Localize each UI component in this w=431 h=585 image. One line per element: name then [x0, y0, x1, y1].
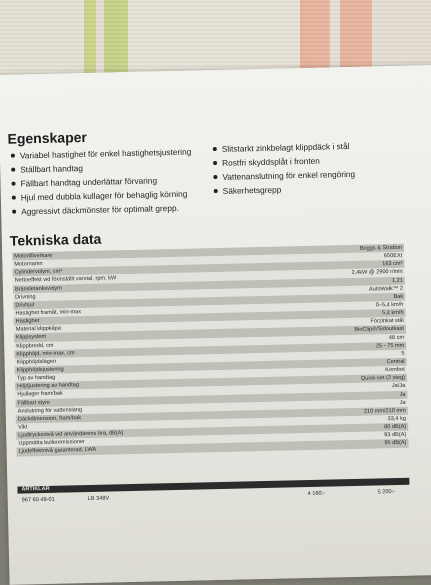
feature-item: Fällbart handtag underlättar förvaring [10, 173, 192, 191]
spec-value: Briggs & Stratton [273, 244, 405, 255]
feature-item: Säkerhetsgrepp [213, 181, 356, 198]
feature-item: Rostfri skyddsplåt i fronten [212, 153, 355, 170]
spec-value: 48 cm [275, 333, 407, 344]
spec-label: Nettoeffekt vid förinställt varvtal, rpm, kW [13, 271, 274, 285]
product-sheet [0, 65, 431, 585]
spec-value: AutoWalk™ 2 [273, 284, 405, 295]
artikel-price-a: 4 160:- [307, 490, 326, 498]
spec-value: 93 dB(A) [277, 431, 409, 442]
spec-label: Material klippkåpa [14, 320, 275, 334]
spec-value: 0–5,4 km/h [274, 301, 406, 312]
feature-item: Ställbart handtag [10, 159, 192, 177]
spec-value: 1,21 [273, 276, 405, 287]
spec-value: 2,4kW @ 2900 r/min [273, 268, 405, 279]
artikel-number: 967 60 49-01 [21, 496, 55, 504]
spec-label: Uppmätta bulleremissioner [16, 434, 277, 448]
spec-value: Ja/Ja [276, 382, 408, 393]
spec-value: 95 dB(A) [277, 439, 409, 450]
spec-value: 210 mm/210 mm [276, 407, 408, 418]
spec-label: Cylindervolym, cm³ [12, 263, 273, 277]
spec-label: Typ av handtag [15, 369, 276, 383]
spec-value: 650EXI [273, 252, 405, 263]
spec-label: Fällbart styre [15, 393, 276, 407]
artikel-header: ARTIKLAR [17, 478, 409, 494]
features-title: Egenskaper [7, 128, 88, 147]
feature-item: Variabel hastighet för enkel hastighetsjustering [10, 145, 192, 163]
spec-label: Hastighet [14, 312, 275, 326]
feature-item: Aggressivt däckmönster för optimalt grepp. [11, 201, 193, 219]
feature-item: Slitstarkt zinkbelagt klippdäck i stål [212, 139, 355, 156]
spec-label: Vikt [16, 418, 277, 432]
spec-label: Hjullager fram/bak [15, 385, 276, 399]
spec-value: Quick-set (2 steg) [275, 374, 407, 385]
spec-label: Däckdimension, fram/bak [16, 410, 277, 424]
spec-label: Motornamn [12, 255, 273, 269]
spec-value: Ja [276, 398, 408, 409]
spec-value: Bak [274, 293, 406, 304]
spec-value: 80 dB(A) [277, 423, 409, 434]
artikel-price-b: 5 200:- [377, 489, 396, 496]
spec-label: Drivning [13, 287, 274, 301]
spec-label: Höjdjustering av handtag [15, 377, 276, 391]
spec-label: Bränsletanksvolym [13, 279, 274, 293]
spec-value: Komfort [275, 366, 407, 377]
tech-data-title: Tekniska data [9, 230, 102, 249]
tech-data-table [12, 244, 409, 456]
spec-label: Hastighet framåt, min-max [13, 304, 274, 318]
feature-item: Hjul med dubbla kullager för behaglig körning [11, 187, 193, 205]
spec-value: Ja [276, 390, 408, 401]
show-through-print [308, 73, 431, 136]
spec-label: Anslutning för vattenslang [16, 401, 277, 415]
spec-label: Ljudtrycksnivå vid användarens öra, dB(A) [16, 426, 277, 440]
spec-value: 163 cm³ [273, 260, 405, 271]
spec-value: 5 [275, 350, 407, 361]
spec-label: Klipphöjdslägen [14, 353, 275, 367]
features-list-left [10, 145, 193, 219]
spec-label: Klipphöjdsjustering [15, 361, 276, 375]
spec-label: Ljudeffektnivå garanterad, LWA [17, 442, 278, 456]
features-list-right [212, 139, 356, 198]
spec-label: Klippbredd, cm [14, 336, 275, 350]
spec-label: Klipphöjd, min-max, cm [14, 344, 275, 358]
spec-value: 25 - 75 mm [275, 341, 407, 352]
spec-value: 5,4 km/h [274, 309, 406, 320]
spec-label: Motortillverkare [12, 247, 273, 261]
spec-value: Förzinkat stål [274, 317, 406, 328]
spec-label: Drivhjul [13, 296, 274, 310]
spec-value: 33,4 kg [276, 415, 408, 426]
artikel-model: LB 348V [87, 495, 110, 503]
feature-item: Vattenanslutning för enkel rengöring [212, 167, 355, 184]
spec-value: BioClip®/Sidoutkast [274, 325, 406, 336]
spec-value: Central [275, 358, 407, 369]
spec-label: Klippsystem [14, 328, 275, 342]
